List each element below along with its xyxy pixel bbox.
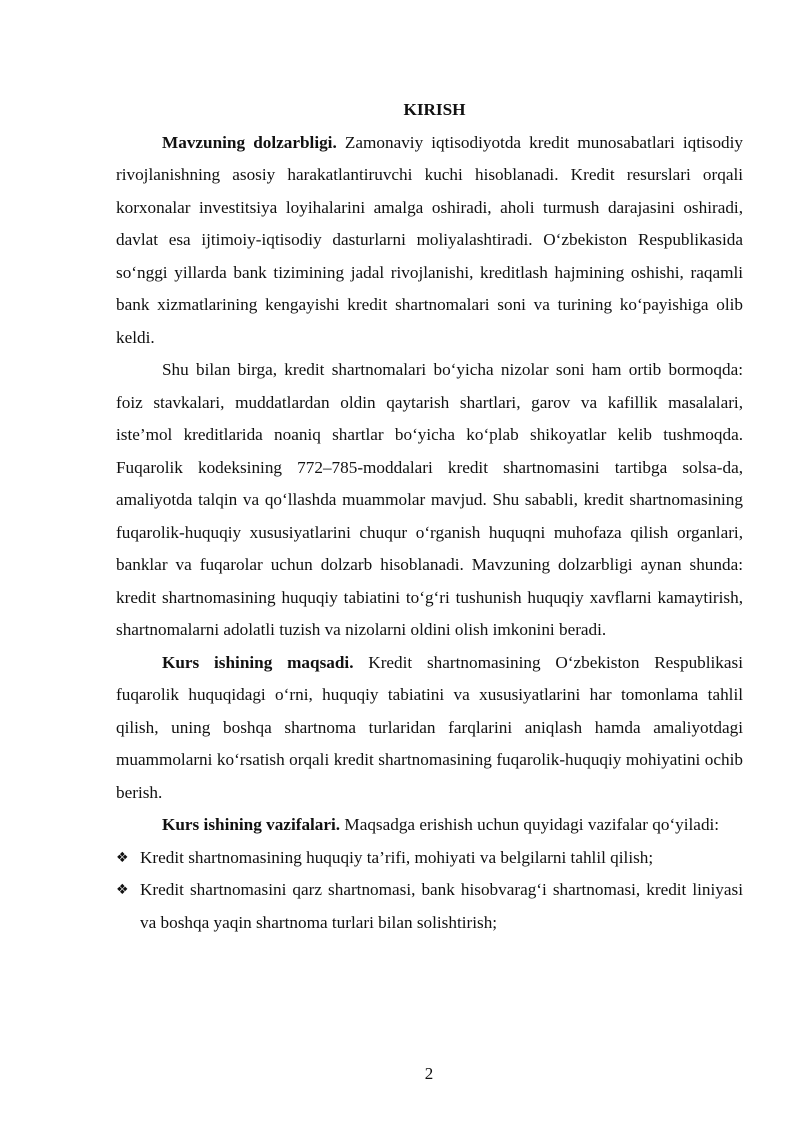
document-page bbox=[116, 94, 743, 939]
disputes-text: Shu bilan birga, kredit shartnomalari bo‘yicha nizolar soni ham ortib bormoqda: foiz stavkalari, muddatlardan oldin qaytarish shartlari, garov va kafillik masalalari, iste’mol kreditlarida noaniq shartlar bo‘yicha ko‘plab shikoyatlar kelib tushmoqda. Fuqarolik kodeksining 772–785-moddalari kredit shartnomasini tartibga solsa-da, amaliyotda talqin va qo‘llashda muammolar mavjud. Shu sababli, kredit shartnomasining fuqarolik-huquqiy xususiyatlarini chuqur o‘rganish huquqni muhofaza qilish organlari, banklar va fuqarolar uchun dolzarb hisoblanadi. Mavzuning dolzarbligi aynan shunda: kredit shartnomasining huquqiy tabiatini to‘g‘ri tushunish huquqiy xavflarni kamaytirish, shartnomalarni adolatli tuzish va nizolarni oldini olish imkonini beradi. bbox=[116, 360, 743, 639]
goal-paragraph bbox=[116, 647, 743, 810]
list-item bbox=[116, 842, 743, 875]
tasks-list bbox=[116, 842, 743, 940]
tasks-intro-text: Maqsadga erishish uchun quyidagi vazifalar qo‘yiladi: bbox=[344, 815, 720, 834]
page-number: 2 bbox=[424, 1064, 434, 1083]
relevance-heading: Mavzuning dolzarbligi. bbox=[162, 132, 337, 152]
tasks-heading: Kurs ishining vazifalari. bbox=[162, 815, 341, 834]
list-item bbox=[116, 874, 743, 939]
four-diamond-bullet-icon: ❖ bbox=[116, 882, 129, 898]
relevance-text: Zamonaviy iqtisodiyotda kredit munosabatlari iqtisodiy rivojlanishning asosiy harakatlantiruvchi kuchi hisoblanadi. Kredit resurslari orqali korxonalar investitsiya loyihalarini amalga oshiradi, aholi turmush darajasini oshiradi, davlat esa ijtimoiy-iqtisodiy dasturlarni moliyalashtiradi. O‘zbekiston Respublikasida so‘nggi yillarda bank tizimining jadal rivojlanishi, kreditlash hajmining oshishi, raqamli bank xizmatlarining kengayishi kredit shartnomalari soni va turining ko‘payishiga olib keldi. bbox=[116, 132, 744, 347]
task-text: Kredit shartnomasining huquqiy ta’rifi, mohiyati va belgilarni tahlil qilish; bbox=[140, 847, 654, 867]
task-text: Kredit shartnomasini qarz shartnomasi, bank hisobvarag‘i shartnomasi, kredit liniyasi va boshqa yaqin shartnoma turlari bilan solishtirish; bbox=[140, 880, 743, 932]
section-title: KIRISH bbox=[403, 100, 466, 119]
relevance-paragraph bbox=[116, 127, 743, 355]
goal-text: Kredit shartnomasining O‘zbekiston Respublikasi fuqarolik huquqidagi o‘rni, huquqiy tabiatini va xususiyatlarini har tomonlama tahlil qilish, uning boshqa shartnoma turlaridan farqlarini aniqlash hamda amaliyotdagi muammolarni ko‘rsatish orqali kredit shartnomasining fuqarolik-huquqiy mohiyatini ochib berish. bbox=[116, 652, 743, 802]
four-diamond-bullet-icon: ❖ bbox=[116, 849, 129, 866]
goal-heading: Kurs ishining maqsadi. bbox=[162, 652, 354, 672]
disputes-paragraph bbox=[116, 354, 743, 647]
tasks-paragraph bbox=[116, 809, 743, 842]
